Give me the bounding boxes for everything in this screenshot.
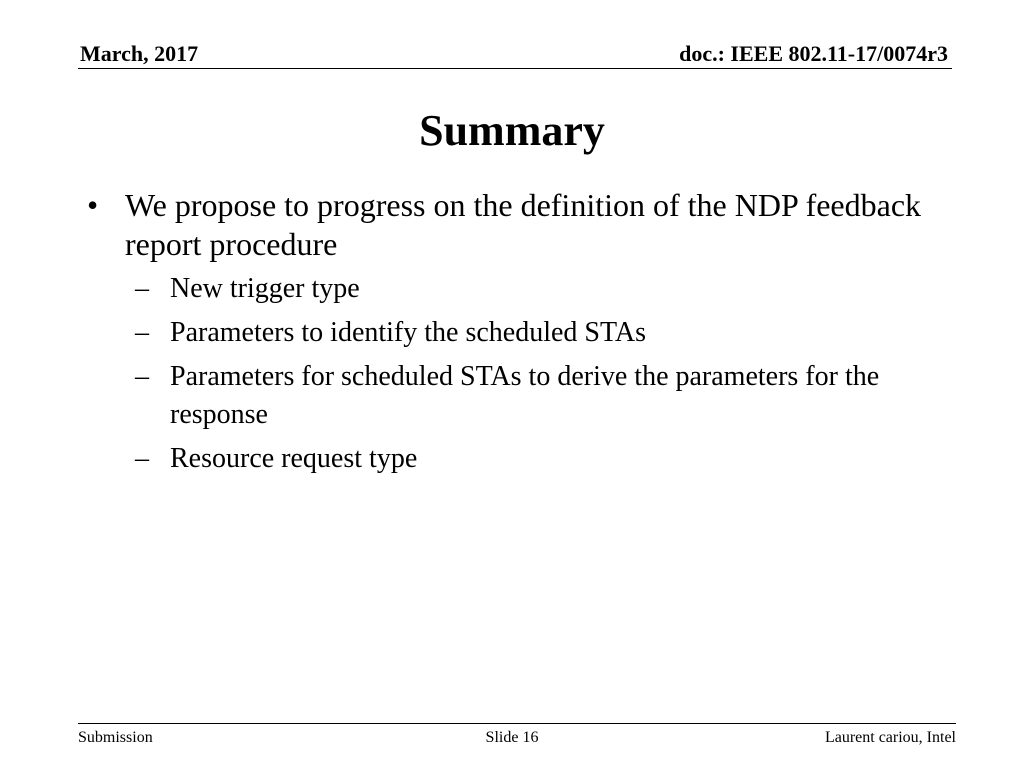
slide-title: Summary bbox=[419, 106, 605, 155]
bullet-item bbox=[80, 186, 950, 264]
slide-content bbox=[80, 186, 950, 478]
sub-bullet-text: Resource request type bbox=[170, 443, 418, 474]
sub-bullet-marker: – bbox=[135, 361, 149, 392]
bullet-text: We propose to progress on the definition of the NDP feedback report procedure bbox=[125, 187, 922, 262]
sub-bullet-text: Parameters for scheduled STAs to derive the parameters for the response bbox=[170, 361, 880, 430]
footer-rule bbox=[78, 723, 956, 724]
sub-bullet-text: Parameters to identify the scheduled STAs bbox=[170, 317, 646, 348]
header-rule bbox=[78, 68, 952, 69]
sub-bullet-marker: – bbox=[135, 317, 149, 348]
sub-bullet-item bbox=[80, 440, 950, 478]
sub-bullet-item bbox=[80, 270, 950, 308]
bullet-marker: • bbox=[87, 187, 99, 223]
sub-bullet-item bbox=[80, 314, 950, 352]
footer-author: Laurent cariou, Intel bbox=[824, 729, 956, 746]
sub-bullet-text: New trigger type bbox=[170, 273, 360, 304]
header-doc-id: doc.: IEEE 802.11-17/0074r3 bbox=[679, 41, 948, 66]
sub-bullet-marker: – bbox=[135, 443, 149, 474]
sub-bullet-item bbox=[80, 358, 950, 434]
footer-submission: Submission bbox=[78, 729, 153, 746]
footer-slide-number: Slide 16 bbox=[485, 729, 539, 746]
header-date: March, 2017 bbox=[80, 41, 199, 66]
sub-bullet-marker: – bbox=[135, 273, 149, 304]
